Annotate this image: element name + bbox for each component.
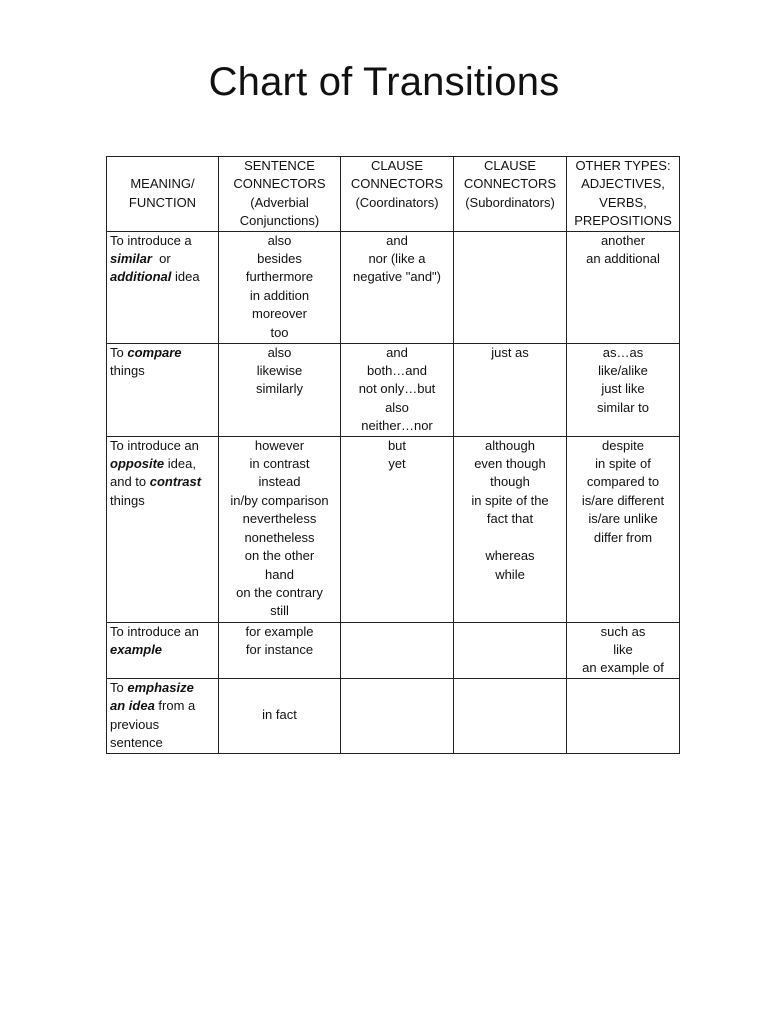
connector-item: an example of bbox=[582, 660, 664, 676]
header-line: CONNECTORS bbox=[463, 176, 557, 192]
header-other-types bbox=[567, 157, 680, 232]
header-clause-coordinators bbox=[341, 157, 454, 232]
header-line: CLAUSE bbox=[483, 158, 537, 173]
connector-item: for example bbox=[245, 623, 314, 639]
header-line: CONNECTORS bbox=[233, 176, 326, 192]
connector-item: but bbox=[387, 437, 407, 453]
connector-item: just like bbox=[601, 381, 645, 397]
connector-item: like bbox=[613, 642, 633, 658]
connector-item: in/by comparison bbox=[230, 492, 329, 508]
subordinators-cell bbox=[454, 436, 567, 622]
meaning-line: previous bbox=[110, 716, 160, 732]
meaning-cell bbox=[107, 343, 219, 436]
subordinators-cell bbox=[454, 678, 567, 753]
connector-item: not only…but bbox=[358, 381, 436, 397]
coordinators-cell bbox=[341, 343, 454, 436]
sentence-connectors-cell bbox=[219, 343, 341, 436]
table-row bbox=[107, 622, 680, 678]
connector-item: neither…nor bbox=[361, 418, 433, 434]
header-line: FUNCTION bbox=[128, 194, 197, 210]
connector-item: fact that bbox=[486, 511, 534, 527]
connector-item: also bbox=[267, 232, 292, 248]
meaning-line bbox=[110, 679, 215, 697]
header-row bbox=[107, 157, 680, 232]
header-line: Conjunctions) bbox=[239, 213, 320, 229]
connector-item: just as bbox=[491, 344, 529, 360]
meaning-keyword: additional bbox=[110, 269, 172, 285]
sentence-connectors-cell bbox=[219, 622, 341, 678]
header-line: VERBS, bbox=[599, 194, 647, 210]
connector-item: even though bbox=[474, 456, 546, 472]
meaning-line bbox=[110, 697, 215, 715]
other-types-cell bbox=[567, 343, 680, 436]
meaning-keyword: emphasize bbox=[127, 679, 194, 695]
other-types-cell bbox=[567, 622, 680, 678]
connector-item: differ from bbox=[593, 529, 653, 545]
meaning-text: and to bbox=[110, 474, 150, 490]
meaning-keyword: example bbox=[110, 642, 163, 658]
connector-item: similarly bbox=[256, 381, 303, 397]
connector-item: another bbox=[600, 232, 646, 248]
meaning-line bbox=[110, 641, 215, 659]
connector-item: and bbox=[386, 232, 408, 248]
connector-item: on the other bbox=[244, 548, 315, 564]
connector-item: is/are different bbox=[581, 492, 665, 508]
meaning-text: from a bbox=[154, 698, 196, 714]
meaning-line bbox=[110, 250, 215, 268]
connector-item: also bbox=[267, 344, 292, 360]
meaning-line bbox=[110, 473, 215, 491]
connector-item: instead bbox=[258, 474, 301, 490]
meaning-line: To introduce an bbox=[110, 437, 199, 453]
other-types-cell bbox=[567, 231, 680, 343]
connector-item bbox=[457, 529, 563, 547]
connector-item: and bbox=[386, 344, 408, 360]
header-line: PREPOSITIONS bbox=[574, 213, 672, 229]
subordinators-cell bbox=[454, 231, 567, 343]
connector-item: nevertheless bbox=[242, 511, 317, 527]
connector-item: such as bbox=[600, 623, 646, 639]
meaning-text: To bbox=[110, 344, 128, 360]
header-line: MEANING/ bbox=[130, 176, 195, 192]
coordinators-cell bbox=[341, 231, 454, 343]
subordinators-cell bbox=[454, 622, 567, 678]
meaning-cell bbox=[107, 622, 219, 678]
connector-item: in addition bbox=[249, 287, 310, 303]
connector-item: negative "and") bbox=[352, 269, 441, 285]
connector-item: like/alike bbox=[598, 363, 648, 379]
meaning-line: things bbox=[110, 492, 145, 508]
table-row bbox=[107, 343, 680, 436]
connector-item: yet bbox=[388, 456, 406, 472]
meaning-cell bbox=[107, 436, 219, 622]
connector-item: an additional bbox=[586, 251, 660, 267]
meaning-cell bbox=[107, 678, 219, 753]
connector-item: in contrast bbox=[249, 456, 310, 472]
meaning-cell bbox=[107, 231, 219, 343]
coordinators-cell bbox=[341, 436, 454, 622]
meaning-line: sentence bbox=[110, 735, 163, 751]
meaning-text: idea bbox=[171, 269, 200, 285]
table-row bbox=[107, 678, 680, 753]
subordinators-cell bbox=[454, 343, 567, 436]
meaning-line: To introduce an bbox=[110, 623, 199, 639]
meaning-keyword: opposite bbox=[110, 456, 165, 472]
connector-item: likewise bbox=[256, 363, 303, 379]
meaning-keyword: similar bbox=[110, 251, 152, 267]
meaning-line bbox=[110, 455, 215, 473]
connector-item: while bbox=[495, 566, 525, 582]
table-row bbox=[107, 231, 680, 343]
connector-item: both…and bbox=[367, 363, 427, 379]
sentence-connectors-cell bbox=[219, 678, 341, 753]
meaning-text: To bbox=[110, 679, 128, 695]
connector-item: nor (like a bbox=[368, 251, 426, 267]
meaning-keyword: contrast bbox=[149, 474, 202, 490]
connector-item: in spite of the bbox=[471, 492, 549, 508]
connector-item: moreover bbox=[252, 306, 307, 322]
connector-item: compared to bbox=[586, 474, 660, 490]
header-line: (Subordinators) bbox=[465, 194, 555, 210]
transitions-table bbox=[106, 156, 680, 754]
header-line: SENTENCE bbox=[244, 158, 315, 173]
header-sentence-connectors bbox=[219, 157, 341, 232]
meaning-line bbox=[110, 344, 215, 362]
header-meaning bbox=[107, 157, 219, 232]
meaning-line bbox=[110, 268, 215, 286]
coordinators-cell bbox=[341, 678, 454, 753]
connector-item: in fact bbox=[262, 707, 297, 723]
page-title: Chart of Transitions bbox=[208, 60, 560, 104]
connector-item: besides bbox=[257, 251, 302, 267]
connector-item: too bbox=[270, 324, 289, 340]
meaning-keyword: compare bbox=[127, 344, 182, 360]
connector-item: also bbox=[385, 399, 409, 415]
table-row bbox=[107, 436, 680, 622]
connector-item: in spite of bbox=[595, 456, 651, 472]
connector-item: similar to bbox=[596, 399, 649, 415]
connector-item: although bbox=[485, 437, 535, 453]
connector-item: for instance bbox=[245, 642, 314, 658]
connector-item: hand bbox=[265, 566, 294, 582]
header-line: ADJECTIVES, bbox=[581, 176, 665, 192]
connector-item: still bbox=[270, 603, 289, 619]
header-line: CLAUSE bbox=[370, 158, 424, 173]
connector-item: however bbox=[254, 437, 305, 453]
coordinators-cell bbox=[341, 622, 454, 678]
other-types-cell bbox=[567, 436, 680, 622]
meaning-text: idea, bbox=[164, 456, 196, 472]
header-line: (Adverbial bbox=[250, 194, 309, 210]
header-line: (Coordinators) bbox=[355, 194, 439, 210]
sentence-connectors-cell bbox=[219, 436, 341, 622]
meaning-keyword: an idea bbox=[110, 698, 155, 714]
connector-item: despite bbox=[602, 437, 644, 453]
header-line: OTHER TYPES: bbox=[575, 158, 671, 173]
meaning-text: or bbox=[151, 251, 171, 267]
connector-item: though bbox=[490, 474, 530, 490]
header-clause-subordinators bbox=[454, 157, 567, 232]
connector-item: furthermore bbox=[245, 269, 314, 285]
sentence-connectors-cell bbox=[219, 231, 341, 343]
connector-item: on the contrary bbox=[236, 584, 323, 600]
header-line: CONNECTORS bbox=[350, 176, 444, 192]
connector-item: is/are unlike bbox=[588, 511, 658, 527]
connector-item: nonetheless bbox=[244, 529, 315, 545]
meaning-line: things bbox=[110, 363, 145, 379]
other-types-cell bbox=[567, 678, 680, 753]
meaning-line: To introduce a bbox=[110, 232, 192, 248]
connector-item: as…as bbox=[602, 344, 644, 360]
connector-item: whereas bbox=[485, 548, 535, 564]
